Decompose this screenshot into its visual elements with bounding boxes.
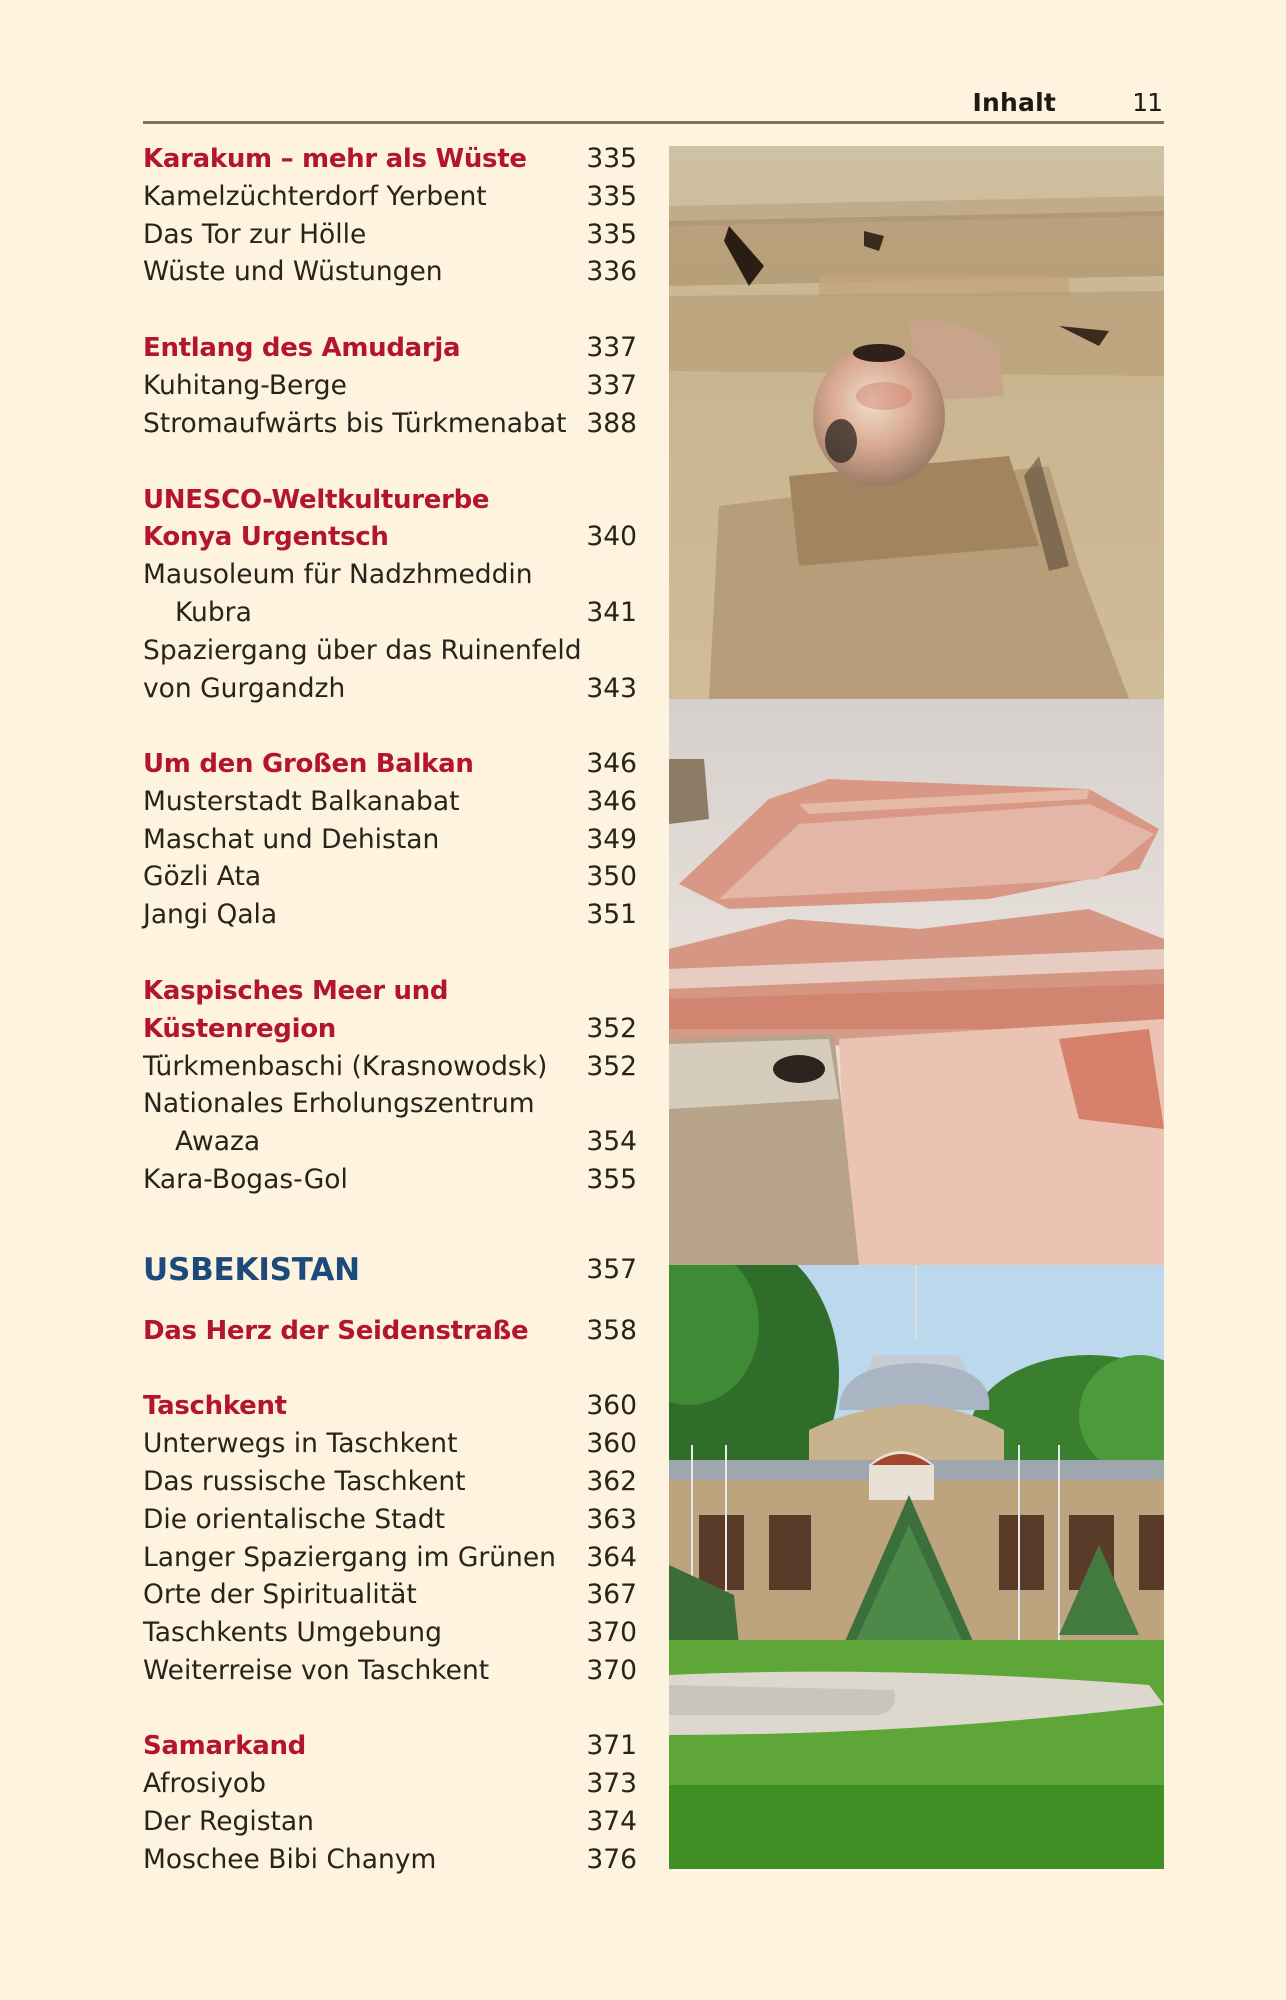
toc-chapter-heading[interactable] xyxy=(143,141,637,177)
toc-label: Wüste und Wüstungen xyxy=(143,256,443,287)
toc-chapter-heading[interactable] xyxy=(143,482,637,518)
toc-page-number: 370 xyxy=(586,1617,637,1648)
toc-entry[interactable] xyxy=(143,406,637,442)
toc-entry[interactable] xyxy=(143,1577,637,1613)
toc-label: Taschkents Umgebung xyxy=(143,1617,442,1648)
toc-label: Das Herz der Seidenstraße xyxy=(143,1316,529,1346)
toc-entry[interactable] xyxy=(143,1842,637,1878)
toc-label: Kuhitang-Berge xyxy=(143,370,347,401)
toc-entry[interactable] xyxy=(143,633,637,669)
toc-label: Der Registan xyxy=(143,1806,314,1837)
toc-page-number: 340 xyxy=(586,521,637,552)
toc-label: Nationales Erholungszentrum xyxy=(143,1088,535,1119)
toc-label: UNESCO-Weltkulturerbe xyxy=(143,485,490,515)
toc-page-number: 360 xyxy=(586,1428,637,1459)
toc-page-number: 335 xyxy=(586,219,637,250)
toc-entry[interactable] xyxy=(143,671,637,707)
toc-entry[interactable] xyxy=(143,784,637,820)
toc-entry[interactable] xyxy=(143,1766,637,1802)
toc-page-number: 362 xyxy=(586,1466,637,1497)
toc-label: Konya Urgentsch xyxy=(143,522,389,552)
toc-entry[interactable] xyxy=(143,822,637,858)
toc-label: Weiterreise von Taschkent xyxy=(143,1655,490,1686)
toc-label: Karakum – mehr als Wüste xyxy=(143,144,527,174)
toc-page-number: 363 xyxy=(586,1504,637,1535)
toc-page-number: 350 xyxy=(586,861,637,892)
toc-entry[interactable] xyxy=(143,1804,637,1840)
toc-chapter-heading[interactable] xyxy=(143,1313,637,1349)
toc-label: Kubra xyxy=(175,597,252,628)
excavation-clay-pot-photo xyxy=(669,146,1164,699)
palace-tashkent-photo xyxy=(669,1265,1164,1869)
toc-page-number: 354 xyxy=(586,1126,637,1157)
toc-entry[interactable] xyxy=(143,217,637,253)
toc-entry[interactable] xyxy=(143,1502,637,1538)
toc-page-number: 357 xyxy=(586,1254,637,1285)
toc-page-number: 349 xyxy=(586,824,637,855)
toc-chapter-heading[interactable] xyxy=(143,1388,637,1424)
toc-entry[interactable] xyxy=(143,179,637,215)
section-title: Inhalt xyxy=(972,88,1056,117)
toc-label: Langer Spaziergang im Grünen xyxy=(143,1542,556,1573)
toc-chapter-heading[interactable] xyxy=(143,1011,637,1047)
toc-label: Kara-Bogas-Gol xyxy=(143,1164,348,1195)
toc-page-number: 337 xyxy=(586,332,637,363)
toc-entry[interactable] xyxy=(143,1086,637,1122)
toc-entry[interactable] xyxy=(143,1464,637,1500)
toc-label: Die orientalische Stadt xyxy=(143,1504,445,1535)
toc-label: Kaspisches Meer und xyxy=(143,976,449,1006)
toc-label: Spaziergang über das Ruinenfeld xyxy=(143,635,582,666)
toc-label: Stromaufwärts bis Türkmenabat xyxy=(143,408,567,439)
toc-label: Küstenregion xyxy=(143,1014,336,1044)
toc-label: Maschat und Dehistan xyxy=(143,824,440,855)
toc-label: USBEKISTAN xyxy=(143,1252,360,1288)
toc-page-number: 376 xyxy=(586,1844,637,1875)
toc-label: Taschkent xyxy=(143,1391,287,1421)
toc-page-number: 346 xyxy=(586,748,637,779)
toc-page-number: 373 xyxy=(586,1768,637,1799)
toc-entry[interactable] xyxy=(143,557,637,593)
toc-page-number: 371 xyxy=(586,1730,637,1761)
toc-page-number: 335 xyxy=(586,181,637,212)
toc-chapter-heading[interactable] xyxy=(143,1728,637,1764)
page-number: 11 xyxy=(1132,88,1162,117)
toc-chapter-heading[interactable] xyxy=(143,973,637,1009)
toc-page-number: 352 xyxy=(586,1013,637,1044)
toc-page-number: 358 xyxy=(586,1315,637,1346)
toc-label: Jangi Qala xyxy=(143,899,278,930)
toc-page-number: 374 xyxy=(586,1806,637,1837)
toc-label: Musterstadt Balkanabat xyxy=(143,786,460,817)
toc-label: Kamelzüchterdorf Yerbent xyxy=(143,181,487,212)
toc-page-number: 341 xyxy=(586,597,637,628)
toc-entry[interactable] xyxy=(143,1615,637,1651)
toc-label: Awaza xyxy=(175,1126,261,1157)
toc-label: Moschee Bibi Chanym xyxy=(143,1844,437,1875)
toc-entry[interactable] xyxy=(143,1049,637,1085)
toc-page-number: 343 xyxy=(586,673,637,704)
toc-label: Entlang des Amudarja xyxy=(143,333,461,363)
toc-entry[interactable] xyxy=(143,595,637,631)
toc-entry[interactable] xyxy=(143,1540,637,1576)
toc-label: Mausoleum für Nadzhmeddin xyxy=(143,559,533,590)
toc-entry[interactable] xyxy=(143,897,637,933)
toc-page-number: 364 xyxy=(586,1542,637,1573)
toc-page-number: 352 xyxy=(586,1051,637,1082)
toc-entry[interactable] xyxy=(143,1124,637,1160)
toc-label: Samarkand xyxy=(143,1731,306,1761)
toc-page-number: 351 xyxy=(586,899,637,930)
toc-entry[interactable] xyxy=(143,254,637,290)
toc-label: Orte der Spiritualität xyxy=(143,1579,417,1610)
toc-label: Afrosiyob xyxy=(143,1768,266,1799)
toc-page-number: 370 xyxy=(586,1655,637,1686)
toc-page-number: 335 xyxy=(586,143,637,174)
toc-label: Das russische Taschkent xyxy=(143,1466,466,1497)
toc-entry[interactable] xyxy=(143,859,637,895)
toc-page-number: 355 xyxy=(586,1164,637,1195)
toc-label: Türkmenbaschi (Krasnowodsk) xyxy=(143,1051,548,1082)
toc-chapter-heading[interactable] xyxy=(143,519,637,555)
toc-label: Um den Großen Balkan xyxy=(143,749,474,779)
toc-label: Das Tor zur Hölle xyxy=(143,219,367,250)
toc-page-number: 336 xyxy=(586,256,637,287)
toc-entry[interactable] xyxy=(143,1162,637,1198)
toc-page-number: 388 xyxy=(586,408,637,439)
toc-page-number: 360 xyxy=(586,1390,637,1421)
toc-page-number: 367 xyxy=(586,1579,637,1610)
toc-label: von Gurgandzh xyxy=(143,673,346,704)
toc-label: Unterwegs in Taschkent xyxy=(143,1428,458,1459)
eroded-red-canyon-photo xyxy=(669,699,1164,1265)
toc-page-number: 337 xyxy=(586,370,637,401)
toc-label: Gözli Ata xyxy=(143,861,262,892)
toc-entry[interactable] xyxy=(143,1653,637,1689)
toc-chapter-heading[interactable] xyxy=(143,746,637,782)
photo-column xyxy=(669,146,1164,1869)
toc-chapter-heading[interactable] xyxy=(143,330,637,366)
toc-page-number: 346 xyxy=(586,786,637,817)
toc-entry[interactable] xyxy=(143,368,637,404)
toc-country-heading[interactable] xyxy=(143,1252,637,1288)
toc-entry[interactable] xyxy=(143,1426,637,1462)
